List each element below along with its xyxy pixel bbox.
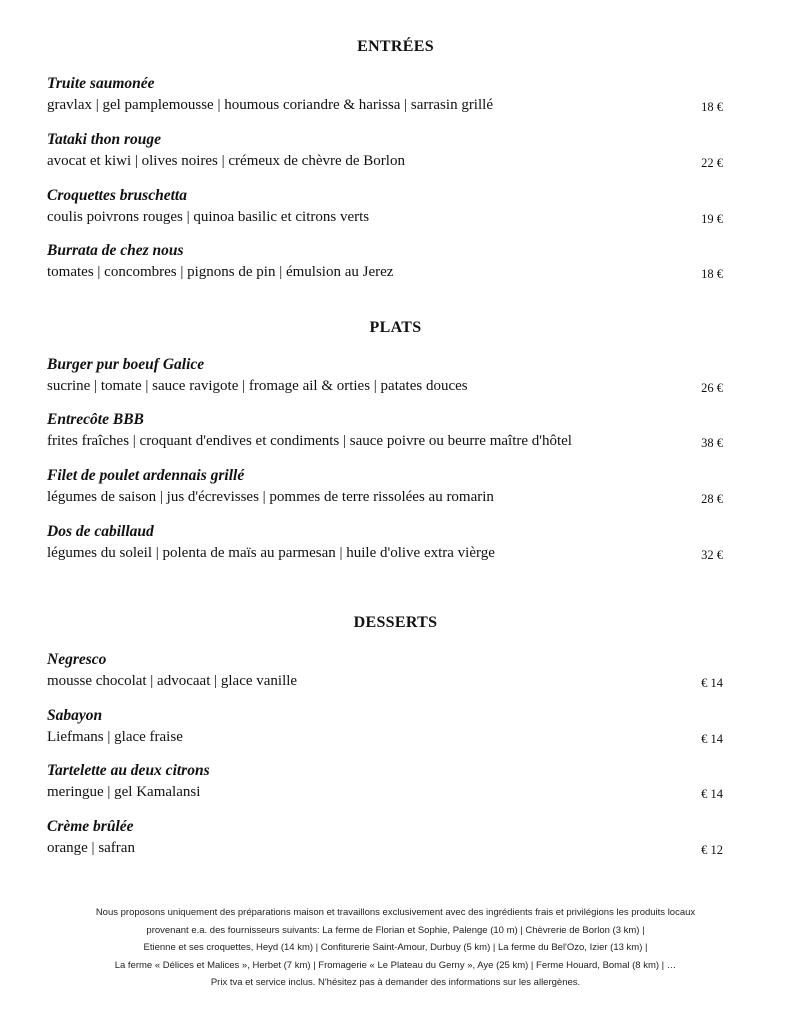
item-price: 22 € xyxy=(701,156,723,170)
item-description: meringue | gel Kamalansi xyxy=(47,784,201,800)
item-description: orange | safran xyxy=(47,840,135,856)
menu-item-burger xyxy=(47,355,737,397)
menu-item-creme-brulee xyxy=(47,817,737,859)
item-price: € 14 xyxy=(701,676,723,690)
footer-line: Nous proposons uniquement des préparations maison et travaillons exclusivement avec des ingrédients frais et privilégions les produits locaux xyxy=(95,907,696,918)
item-name: Tataki thon rouge xyxy=(47,131,161,148)
item-price: € 14 xyxy=(701,787,723,801)
menu-item-poulet xyxy=(47,466,737,508)
item-description: légumes de saison | jus d'écrevisses | pommes de terre rissolées au romarin xyxy=(47,489,494,505)
footer-note xyxy=(40,904,751,992)
item-name: Truite saumonée xyxy=(47,75,155,92)
item-price: 19 € xyxy=(701,212,723,226)
menu-item-burrata xyxy=(47,241,737,283)
menu-item-sabayon xyxy=(47,706,737,748)
item-name: Entrecôte BBB xyxy=(47,411,144,428)
item-name: Negresco xyxy=(47,651,107,668)
item-description: Liefmans | glace fraise xyxy=(47,729,183,745)
item-name: Burger pur boeuf Galice xyxy=(47,356,205,373)
footer-line: La ferme « Délices et Malices », Herbet (7 km) | Fromagerie « Le Plateau du Gerny », Aye (25 km) | Ferme Houard, Bomal (8 km) | … xyxy=(114,959,677,971)
item-price: 18 € xyxy=(701,267,723,281)
item-description: mousse chocolat | advocaat | glace vanille xyxy=(47,673,298,689)
footer-line: provenant e.a. des fournisseurs suivants: La ferme de Florian et Sophie, Palenge (10 m) | Chèvrerie de Borlon (3 km) | xyxy=(146,924,645,936)
item-description: tomates | concombres | pignons de pin | émulsion au Jerez xyxy=(47,264,394,280)
item-description: légumes du soleil | polenta de maïs au parmesan | huile d'olive extra vièrge xyxy=(47,545,495,561)
footer-line: Etienne et ses croquettes, Heyd (14 km) | Confiturerie Saint-Amour, Durbuy (5 km) | La ferme du Bel'Ozo, Izier (13 km) | xyxy=(143,942,648,953)
item-description: frites fraîches | croquant d'endives et condiments | sauce poivre ou beurre maître d'hôtel xyxy=(47,433,572,449)
menu-item-tataki xyxy=(47,130,737,172)
item-name: Croquettes bruschetta xyxy=(47,187,187,204)
item-description: avocat et kiwi | olives noires | crémeux de chèvre de Borlon xyxy=(47,153,405,169)
menu-item-truite xyxy=(47,74,737,116)
item-price: € 12 xyxy=(701,843,723,857)
menu-item-tartelette xyxy=(47,761,737,803)
menu-item-entrecote xyxy=(47,410,737,452)
item-price: 38 € xyxy=(701,436,723,450)
item-name: Burrata de chez nous xyxy=(47,242,184,259)
item-name: Dos de cabillaud xyxy=(47,523,154,540)
section-title-desserts: DESSERTS xyxy=(353,614,438,631)
footer-line: Prix tva et service inclus. N'hésitez pas à demander des informations sur les allergènes. xyxy=(210,977,581,988)
item-description: sucrine | tomate | sauce ravigote | fromage ail & orties | patates douces xyxy=(47,378,468,394)
item-price: € 14 xyxy=(701,732,723,746)
item-name: Sabayon xyxy=(47,707,103,724)
item-price: 28 € xyxy=(701,492,723,506)
menu-item-croquettes xyxy=(47,186,737,228)
section-title-plats: PLATS xyxy=(369,319,422,336)
item-description: gravlax | gel pamplemousse | houmous coriandre & harissa | sarrasin grillé xyxy=(47,97,493,113)
item-name: Crème brûlée xyxy=(47,818,134,835)
section-title-entrees: ENTRÉES xyxy=(357,38,434,55)
item-description: coulis poivrons rouges | quinoa basilic et citrons verts xyxy=(47,209,370,225)
item-price: 18 € xyxy=(701,100,723,114)
menu-item-cabillaud xyxy=(47,522,737,564)
item-price: 26 € xyxy=(701,381,723,395)
item-price: 32 € xyxy=(701,548,723,562)
menu-item-negresco xyxy=(47,650,737,692)
item-name: Tartelette au deux citrons xyxy=(47,762,210,779)
item-name: Filet de poulet ardennais grillé xyxy=(47,467,245,484)
